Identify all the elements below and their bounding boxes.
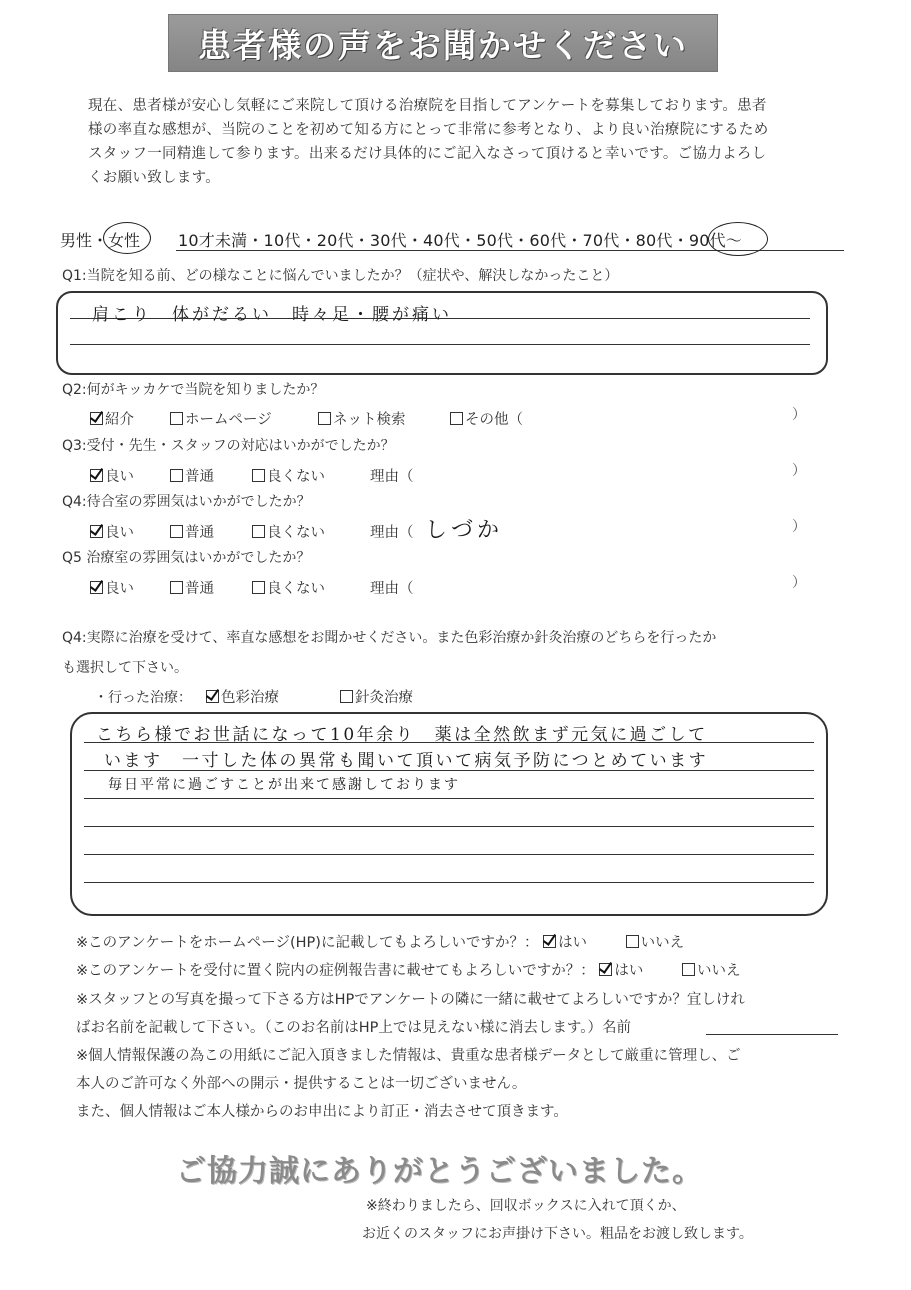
intro-line: 現在、患者様が安心し気軽にご来院して頂ける治療院を目指してアンケートを募集しております。患者 [88,98,767,114]
q1-line [70,344,810,345]
gender-female[interactable]: 女性 [108,231,141,250]
checkbox-checked[interactable] [206,690,219,703]
checkbox[interactable] [252,581,265,594]
q3-label: Q3:受付・先生・スタッフの対応はいかがでしたか？ [62,438,395,454]
privacy-line: 本人のご許可なく外部への開示・提供することは一切ございません。 [76,1076,527,1092]
privacy-line: また、個人情報はご本人様からのお申出により訂正・消去させて頂きます。 [76,1104,568,1120]
option-label: 紹介 [105,412,134,428]
option-label: 良い [105,525,134,541]
q6-label-cont: も選択して下さい。 [62,660,188,676]
question-text: ※このアンケートを受付に置く院内の症例報告書に載せてもよろしいですか？： [76,963,595,979]
q6-line [84,742,814,743]
page-title: 患者様の声をお聞かせください [198,25,688,65]
option-label: いいえ [697,963,741,979]
separator: ・ [92,231,109,250]
q5-option-bad[interactable] [252,577,325,598]
age-selected-circle [708,222,768,256]
q4-close-paren: ） [792,519,806,535]
option-label: ホームページ [185,412,272,428]
hp-consent-yes[interactable] [543,935,587,951]
intro-line: くお願い致します。 [88,170,221,186]
q1-answer: 肩こり 体がだるい 時々足・腰が痛い [92,305,452,325]
option-label: 色彩治療 [221,690,279,706]
q6-line [84,826,814,827]
option-label: 良くない [267,525,325,541]
q3-option-good[interactable] [90,465,134,486]
report-consent-yes[interactable] [599,963,643,979]
q4-reason[interactable]: しづか [425,518,504,543]
q3-reason-label: 理由（ [370,469,414,485]
question-text: ※このアンケートをホームページ(HP)に記載してもよろしいですか？： [76,935,539,951]
q2-label: Q2:何がキッカケで当院を知りましたか？ [62,382,325,398]
checkbox[interactable] [252,525,265,538]
q2-option-other[interactable] [450,408,523,429]
q1-line [70,318,810,319]
option-label: いいえ [640,935,685,951]
photo-consent-line: ※スタッフとの写真を撮って下さる方はHPでアンケートの隣に一緒に載せてよろしいですか？宜しけれ [76,992,745,1008]
name-field[interactable] [706,1034,838,1035]
checkbox[interactable] [682,963,695,976]
privacy-line: ※個人情報保護の為この用紙にご記入頂きました情報は、貴重な患者様データとして厳重に管理し、ご [76,1048,741,1064]
gender-male[interactable]: 男性 [60,231,93,250]
option-label: 良い [105,469,134,485]
checkbox-checked[interactable] [90,412,103,425]
q5-option-normal[interactable] [170,577,214,598]
checkbox[interactable] [170,581,183,594]
q2-option-homepage[interactable] [170,408,272,429]
q5-close-paren: ） [792,575,806,591]
treatment-label: ・行った治療： [94,690,192,706]
checkbox-checked[interactable] [90,525,103,538]
q3-option-bad[interactable] [252,465,325,486]
option-label: はい [614,963,644,979]
q6-line [84,798,814,799]
treatment-acupuncture[interactable] [340,686,413,707]
report-consent-no[interactable] [682,963,741,979]
q4-option-bad[interactable] [252,521,325,542]
thanks-message: ご協力誠にありがとうございました。 [176,1154,703,1189]
intro-line: 様の率直な感想が、当院のことを初めて知る方にとって非常に参考となり、より良い治療院にするため [88,122,769,138]
intro-text [88,94,838,190]
q5-label: Q5 治療室の雰囲気はいかがでしたか？ [62,550,311,566]
q4-option-good[interactable] [90,521,134,542]
hp-consent-no[interactable] [626,935,685,951]
option-label: 針灸治療 [355,690,413,706]
checkbox-checked[interactable] [90,581,103,594]
age-options[interactable]: 10才未満・10代・20代・30代・40代・50代・60代・70代・80代・90代～ [178,231,742,250]
q6-line [84,882,814,883]
checkbox[interactable] [318,412,331,425]
title-banner [168,14,718,72]
footer-line: ※終わりましたら、回収ボックスに入れて頂くか、 [366,1198,686,1214]
option-label: はい [558,935,588,951]
option-label: 良くない [267,469,325,485]
q3-close-paren: ） [792,463,806,479]
q4-option-normal[interactable] [170,521,214,542]
q6-answer-line: います 一寸した体の異常も聞いて頂いて病気予防につとめています [104,751,709,771]
checkbox[interactable] [170,525,183,538]
option-label: 良い [105,581,134,597]
q5-reason-label: 理由（ [370,581,414,597]
q6-line [84,854,814,855]
q6-label: Q4:実際に治療を受けて、率直な感想をお聞かせください。また色彩治療か針灸治療のどちらを行ったか [62,630,717,646]
q2-option-net-search[interactable] [318,408,406,429]
option-label: その他（ [465,412,523,428]
intro-line: スタッフ一同精進して参ります。出来るだけ具体的にご記入なさって頂けると幸いです。ご協力よろし [88,146,767,162]
gender-selected-circle [103,222,151,254]
treatment-color-therapy[interactable] [206,686,279,707]
checkbox-checked[interactable] [599,963,612,976]
q6-answer-line: こちら様でお世話になって10年余り 薬は全然飲まず元気に過ごして [96,725,708,745]
q1-label: Q1:当院を知る前、どの様なことに悩んでいましたか？（症状や、解決しなかったこと） [62,268,619,284]
q2-option-referral[interactable] [90,408,134,429]
option-label: ネット検索 [333,412,406,428]
checkbox-checked[interactable] [90,469,103,482]
q4-reason-label: 理由（ [370,525,414,541]
q3-option-normal[interactable] [170,465,214,486]
footer-line: お近くのスタッフにお声掛け下さい。粗品をお渡し致します。 [362,1226,753,1242]
q6-line [84,770,814,771]
option-label: 普通 [185,469,214,485]
photo-consent-line: ばお名前を記載して下さい。（このお名前はHP上では見えない様に消去します。）名前 [76,1020,631,1036]
q6-answer-line: 毎日平常に過ごすことが出来て感謝しております [108,777,460,793]
checkbox[interactable] [340,690,353,703]
option-label: 普通 [185,581,214,597]
q2-close-paren: ） [792,407,806,423]
q4-label: Q4:待合室の雰囲気はいかがでしたか？ [62,494,311,510]
checkbox-checked[interactable] [543,935,556,948]
checkbox[interactable] [170,412,183,425]
checkbox[interactable] [626,935,639,948]
checkbox[interactable] [170,469,183,482]
q5-option-good[interactable] [90,577,134,598]
report-consent-question [76,959,741,983]
hp-consent-question [76,931,684,955]
checkbox[interactable] [450,412,463,425]
option-label: 普通 [185,525,214,541]
checkbox[interactable] [252,469,265,482]
option-label: 良くない [267,581,325,597]
